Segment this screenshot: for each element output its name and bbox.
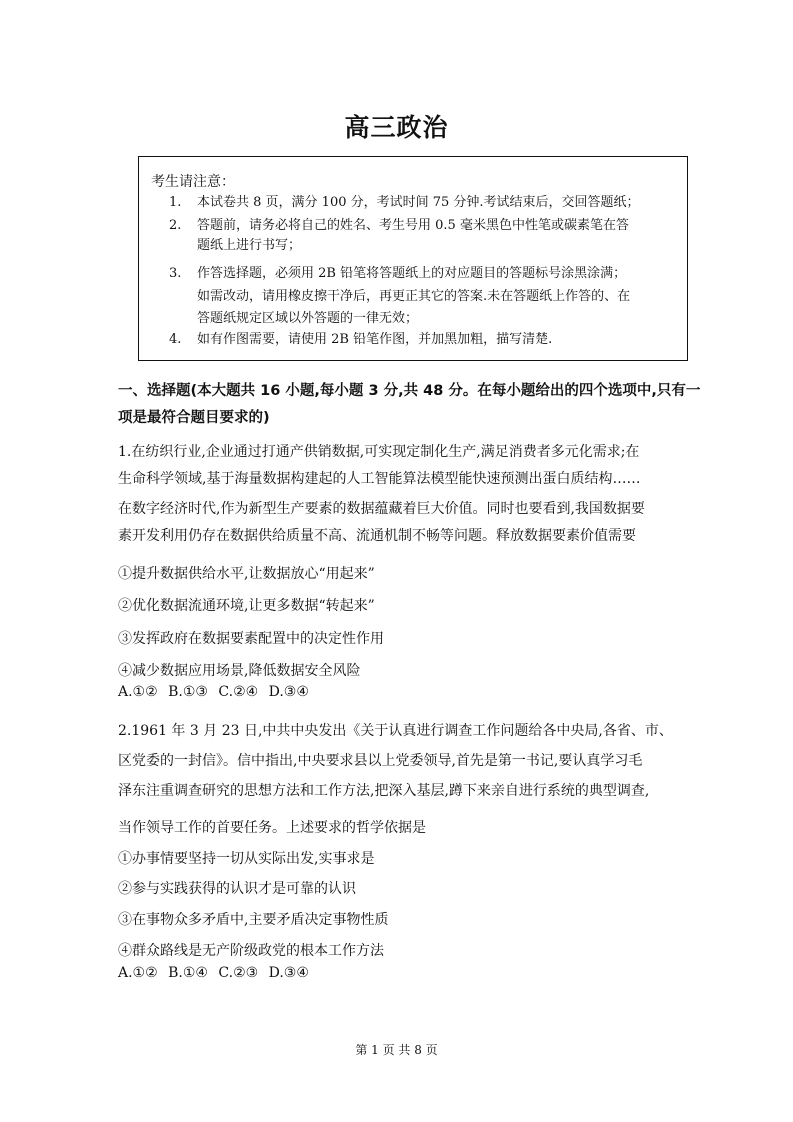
notice-item-number: 2. xyxy=(169,218,182,233)
notice-item-number: 3. xyxy=(169,266,182,281)
notice-item-text: 答题纸规定区域以外答题的一律无效； xyxy=(197,311,419,326)
notice-item-text: 本试卷共 8 页，满分 100 分，考试时间 75 分钟.考试结束后，交回答题纸； xyxy=(197,195,640,210)
notice-item-number: 1. xyxy=(169,195,182,210)
question-option: ②参与实践获得的认识才是可靠的认识 xyxy=(118,881,356,897)
question-option: ④群众路线是无产阶级政党的根本工作方法 xyxy=(118,943,384,959)
question-option: ③在事物众多矛盾中,主要矛盾决定事物性质 xyxy=(118,912,389,928)
notice-heading: 考生请注意： xyxy=(151,174,235,190)
question-stem-line: 1.在纺织行业,企业通过打通产供销数据,可实现定制化生产,满足消费者多元化需求;在 xyxy=(118,444,640,460)
notice-item-number: 4. xyxy=(169,332,182,347)
answer-choices: A.①② B.①③ C.②④ D.③④ xyxy=(118,684,309,700)
section-heading: 一、选择题(本大题共 16 小题,每小题 3 分,共 48 分。在每小题给出的四个选项中,只有一 xyxy=(118,383,701,399)
answer-choices: A.①② B.①④ C.②③ D.③④ xyxy=(118,965,309,981)
section-heading: 项是最符合题目要求的) xyxy=(118,410,270,426)
page-title: 高三政治 xyxy=(344,113,449,142)
question-option: ②优化数据流通环境,让更多数据“转起来” xyxy=(118,598,375,614)
question-option: ①办事情要坚持一切从实际出发,实事求是 xyxy=(118,851,375,867)
page-footer: 第 1 页 共 8 页 xyxy=(355,1043,438,1057)
question-option: ①提升数据供给水平,让数据放心“用起来” xyxy=(118,566,375,582)
notice-item-text: 答题前，请务必将自己的姓名、考生号用 0.5 毫米黑色中性笔或碳素笔在答 xyxy=(197,218,629,233)
notice-item-text: 作答选择题，必须用 2B 铅笔将答题纸上的对应题目的答题标号涂黑涂满； xyxy=(197,266,627,281)
question-option: ③发挥政府在数据要素配置中的决定性作用 xyxy=(118,631,384,647)
notice-item-text: 如有作图需要，请使用 2B 铅笔作图，并加黑加粗，描写清楚. xyxy=(197,332,553,347)
question-stem-line: 素开发利用仍存在数据供给质量不高、流通机制不畅等问题。释放数据要素价值需要 xyxy=(118,528,636,544)
question-stem-line: 生命科学领域,基于海量数据构建起的人工智能算法模型能快速预测出蛋白质结构…… xyxy=(118,471,641,487)
question-stem-line: 在数字经济时代,作为新型生产要素的数据蕴藏着巨大价值。同时也要看到,我国数据要 xyxy=(118,501,645,517)
question-stem-line: 区党委的一封信》。信中指出,中央要求县以上党委领导,首先是第一书记,要认真学习毛 xyxy=(118,753,643,769)
notice-item-text: 如需改动，请用橡皮擦干净后，再更正其它的答案.未在答题纸上作答的、在 xyxy=(197,289,631,304)
question-stem-line: 2.1961 年 3 月 23 日,中共中央发出《关于认真进行调查工作问题给各中央局,各省、市、 xyxy=(118,723,673,739)
question-option: ④减少数据应用场景,降低数据安全风险 xyxy=(118,663,361,679)
question-stem-line: 泽东注重调查研究的思想方法和工作方法,把深入基层,蹲下来亲自进行系统的典型调查, xyxy=(118,783,650,799)
notice-box xyxy=(138,156,688,361)
question-stem-line: 当作领导工作的首要任务。上述要求的哲学依据是 xyxy=(118,820,426,836)
notice-item-text: 题纸上进行书写； xyxy=(197,238,302,253)
